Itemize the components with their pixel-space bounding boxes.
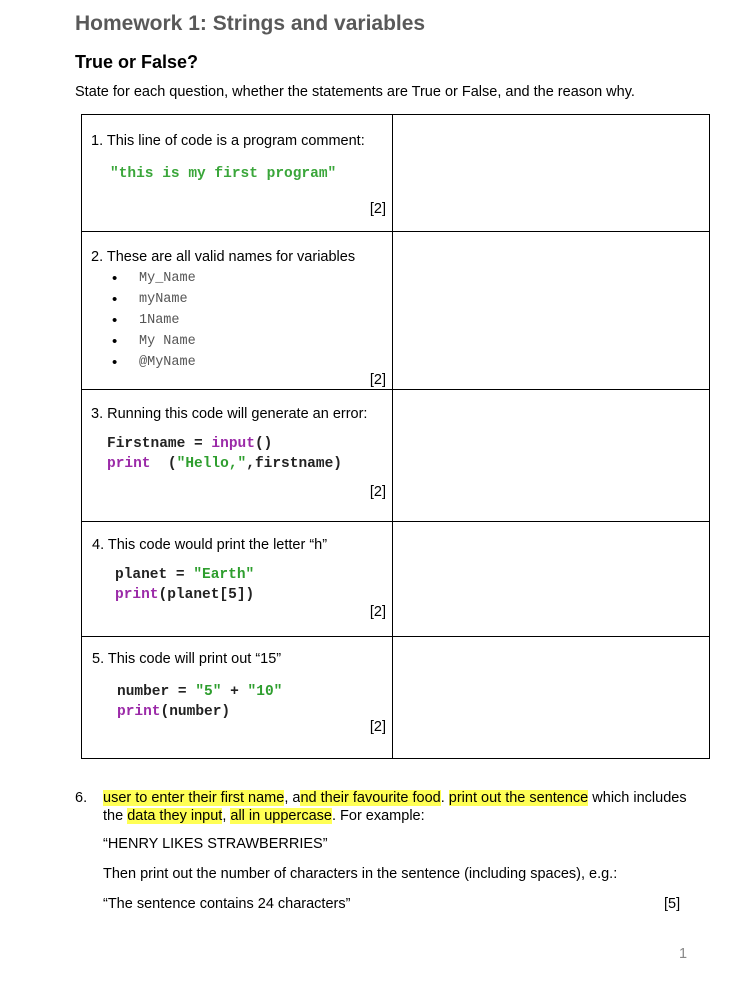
code-line — [115, 585, 254, 605]
question-text: 1. This line of code is a program comment: — [91, 133, 365, 149]
example-output-2: “The sentence contains 24 characters” — [103, 896, 351, 912]
list-item: • @MyName — [112, 352, 196, 373]
code-token: print — [115, 587, 159, 603]
marks-label: [5] — [664, 896, 681, 912]
text-segment: . For example: — [331, 808, 425, 824]
code-token: Firstname = — [107, 436, 212, 452]
code-token: (planet[5]) — [158, 587, 255, 603]
example-output: “HENRY LIKES STRAWBERRIES” — [103, 836, 328, 852]
document-title: Homework 1: Strings and variables — [75, 12, 426, 35]
code-token: "5" — [195, 684, 222, 700]
code-line — [107, 454, 342, 474]
question-cell — [82, 522, 393, 637]
highlighted-text: nd their favourite food — [300, 790, 441, 806]
code-block — [115, 565, 254, 605]
code-line — [117, 702, 282, 722]
code-token: number = — [117, 684, 196, 700]
marks-label: [2] — [369, 484, 386, 500]
code-token: "Hello," — [176, 456, 247, 472]
code-token: print — [117, 704, 161, 720]
code-block — [117, 682, 282, 722]
highlighted-text: user to enter their first name — [103, 790, 285, 806]
section-heading: True or False? — [75, 52, 199, 72]
question-row-3 — [82, 390, 710, 522]
text-segment: which includes the — [103, 790, 687, 824]
highlighted-text: data they input — [127, 808, 223, 824]
variable-names-list — [112, 268, 196, 373]
page-number: 1 — [679, 946, 688, 962]
code-token: ,firstname) — [246, 456, 342, 472]
question-6-text — [103, 789, 693, 825]
answer-cell[interactable] — [393, 115, 710, 232]
marks-label: [2] — [369, 372, 386, 388]
question-text: 5. This code will print out “15” — [92, 651, 282, 667]
text-segment: , — [222, 808, 231, 824]
code-token: "10" — [247, 684, 283, 700]
question-row-5 — [82, 637, 710, 759]
text-segment: . — [440, 790, 449, 806]
highlighted-text: all in uppercase — [230, 808, 332, 824]
instructions-text: State for each question, whether the statements are True or False, and the reason why. — [75, 84, 635, 100]
answer-cell[interactable] — [393, 390, 710, 522]
questions-table — [81, 114, 710, 759]
question-row-4 — [82, 522, 710, 637]
code-block — [107, 434, 342, 474]
list-item: • My_Name — [112, 268, 196, 289]
question-number: 6. — [75, 790, 88, 806]
question-row-1 — [82, 115, 710, 232]
code-token: ( — [150, 456, 177, 472]
marks-label: [2] — [369, 719, 386, 735]
text-segment: , a — [284, 790, 301, 806]
list-item: • My Name — [112, 331, 196, 352]
code-line: "this is my first program" — [110, 166, 337, 182]
marks-label: [2] — [369, 201, 386, 217]
code-token: input — [211, 436, 255, 452]
code-token: (number) — [160, 704, 231, 720]
code-token: planet = — [115, 567, 194, 583]
question-cell — [82, 232, 393, 390]
list-item: • 1Name — [112, 310, 196, 331]
instruction-text: Then print out the number of characters in the sentence (including spaces), e.g.: — [103, 866, 618, 882]
code-line — [117, 682, 282, 702]
answer-cell[interactable] — [393, 637, 710, 759]
list-item: • myName — [112, 289, 196, 310]
highlighted-text: print out the sentence — [448, 790, 589, 806]
question-cell — [82, 390, 393, 522]
answer-cell[interactable] — [393, 232, 710, 390]
code-token: print — [107, 456, 151, 472]
question-row-2 — [82, 232, 710, 390]
code-line — [107, 434, 342, 454]
code-line — [115, 565, 254, 585]
question-cell — [82, 115, 393, 232]
code-token: "Earth" — [193, 567, 255, 583]
marks-label: [2] — [369, 604, 386, 620]
code-token: + — [221, 684, 248, 700]
answer-cell[interactable] — [393, 522, 710, 637]
code-token: () — [254, 436, 273, 452]
question-text: 4. This code would print the letter “h” — [92, 537, 328, 553]
question-text: 2. These are all valid names for variables — [91, 249, 356, 265]
question-cell — [82, 637, 393, 759]
question-text: 3. Running this code will generate an error: — [91, 406, 368, 422]
